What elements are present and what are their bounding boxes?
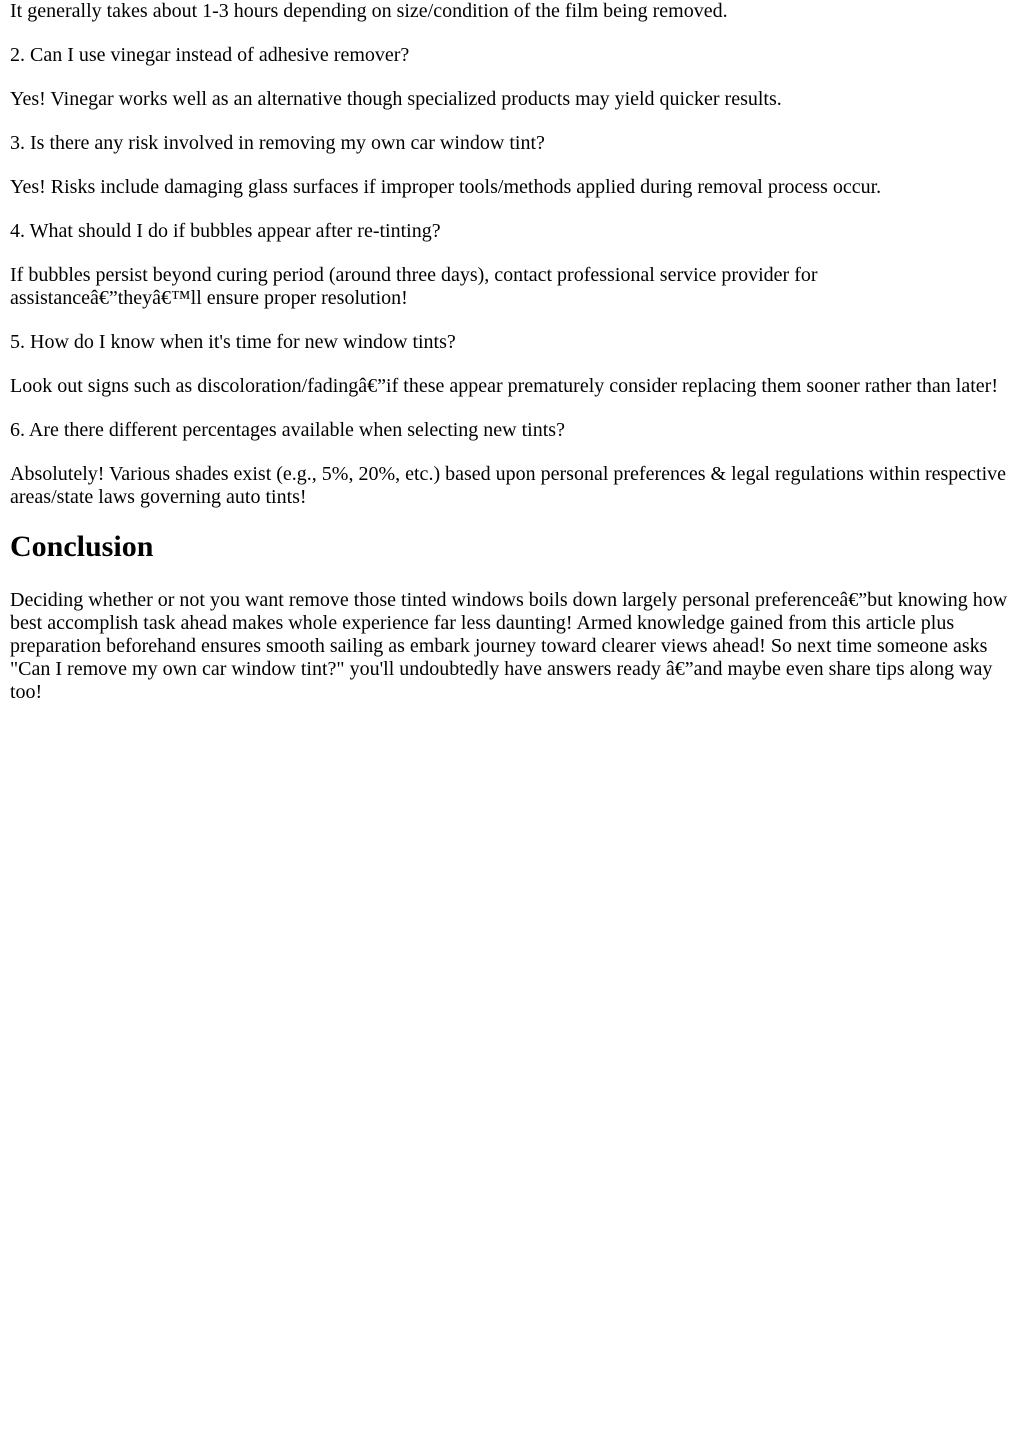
faq-answer-1: It generally takes about 1-3 hours depending on size/condition of the film being removed. xyxy=(10,0,728,22)
faq-question-3: 3. Is there any risk involved in removing my own car window tint? xyxy=(10,132,545,154)
faq-question-4: 4. What should I do if bubbles appear after re-tinting? xyxy=(10,220,441,242)
faq-answer-4: If bubbles persist beyond curing period (around three days), contact professional service provider for assistanceâ€”theyâ€™ll ensure proper resolution! xyxy=(10,264,818,309)
conclusion-heading: Conclusion xyxy=(10,530,154,563)
faq-answer-5: Look out signs such as discoloration/fadingâ€”if these appear prematurely consider replacing them sooner rather than later! xyxy=(10,375,998,397)
faq-question-2: 2. Can I use vinegar instead of adhesive remover? xyxy=(10,44,410,66)
faq-question-5: 5. How do I know when it's time for new window tints? xyxy=(10,331,456,353)
conclusion-paragraph: Deciding whether or not you want remove those tinted windows boils down largely personal preferenceâ€”but knowing how best accomplish task ahead makes whole experience far less daunting! Armed knowledge gained from this article plus preparation beforehand ensures smooth sailing as embark journey toward clearer views ahead! So next time someone asks "Can I remove my own car window tint?" you'll undoubtedly have answers ready â€”and maybe even share tips along way too! xyxy=(10,589,1008,703)
faq-question-6: 6. Are there different percentages available when selecting new tints? xyxy=(10,419,565,441)
article-body xyxy=(0,0,1024,704)
faq-answer-6: Absolutely! Various shades exist (e.g., 5%, 20%, etc.) based upon personal preferences & legal regulations within respective areas/state laws governing auto tints! xyxy=(10,463,1007,508)
faq-answer-2: Yes! Vinegar works well as an alternative though specialized products may yield quicker results. xyxy=(10,88,782,110)
faq-answer-3: Yes! Risks include damaging glass surfaces if improper tools/methods applied during removal process occur. xyxy=(10,176,882,198)
